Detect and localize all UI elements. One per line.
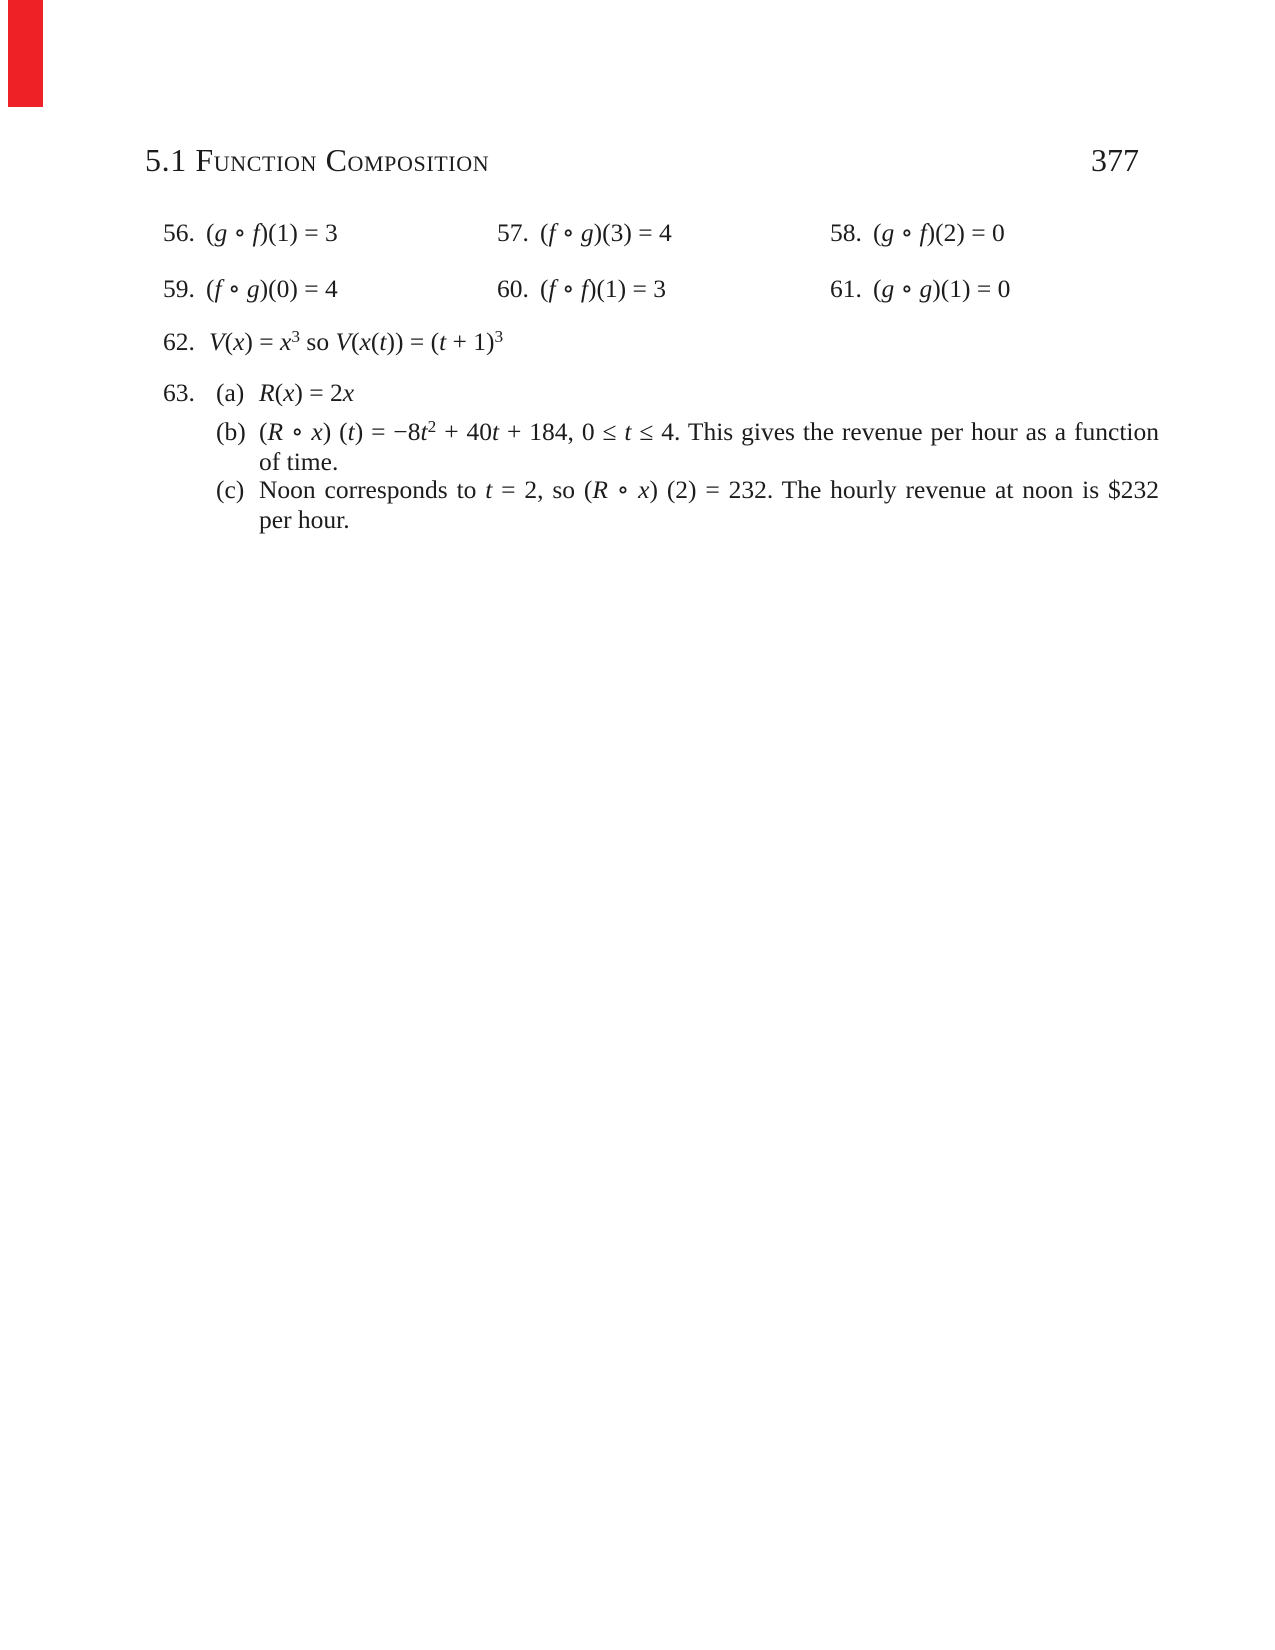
text-line: (R ∘ x) $(t) = -8t^2 + 40t + 184$, 0 ≤ t ≤ 4. This gives the revenue per hour as a function (259, 417, 1159, 446)
item-number: 58. (830, 218, 862, 247)
item-number: 62. (163, 327, 195, 356)
math-expression: $V(x) = x^3$ so $V(x(t)) = (t + 1)^3$ (209, 327, 504, 356)
item-number: 59. (163, 274, 195, 303)
item-number: 60. (497, 274, 529, 303)
answer-item-62 (163, 327, 503, 357)
math-expression: (g ∘ f)(1) = 3 (206, 218, 338, 247)
item-number: 63. (163, 378, 195, 407)
part-text (259, 475, 1159, 535)
math-expression: (g ∘ g)(1) = 0 (873, 274, 1011, 303)
math-expression: (f ∘ f)(1) = 3 (540, 274, 667, 303)
answer-item-57 (497, 218, 672, 248)
part-c-row (216, 475, 1159, 535)
part-a-row (163, 378, 354, 408)
text-line: of time. (259, 447, 339, 476)
math-expression: (f ∘ g)(3) = 4 (540, 218, 672, 247)
text-line: Noon corresponds to t = 2, so (R ∘ x) (2) = 232. The hourly revenue at noon is $232 (259, 475, 1159, 504)
page-number: 377 (1091, 142, 1139, 178)
running-header (145, 143, 1139, 177)
part-b-row (216, 417, 1159, 477)
answer-item-59 (163, 274, 338, 304)
item-number: 61. (830, 274, 862, 303)
math-expression: (f ∘ g)(0) = 4 (206, 274, 338, 303)
item-number: 57. (497, 218, 529, 247)
red-bookmark-ribbon (8, 0, 43, 107)
part-label: (a) (216, 378, 245, 407)
answer-item-56 (163, 218, 338, 248)
answer-item-61 (830, 274, 1010, 304)
answer-item-60 (497, 274, 666, 304)
answer-item-63 (163, 378, 1159, 534)
section-heading: 5.1 Function Composition (145, 142, 490, 178)
part-label: (c) (216, 475, 245, 504)
math-expression: (g ∘ f)(2) = 0 (873, 218, 1005, 247)
text-line: per hour. (259, 505, 350, 534)
math-expression: R(x) = 2x (259, 378, 355, 407)
part-text (259, 417, 1159, 477)
part-label: (b) (216, 417, 246, 446)
answer-item-58 (830, 218, 1005, 248)
item-number: 56. (163, 218, 195, 247)
